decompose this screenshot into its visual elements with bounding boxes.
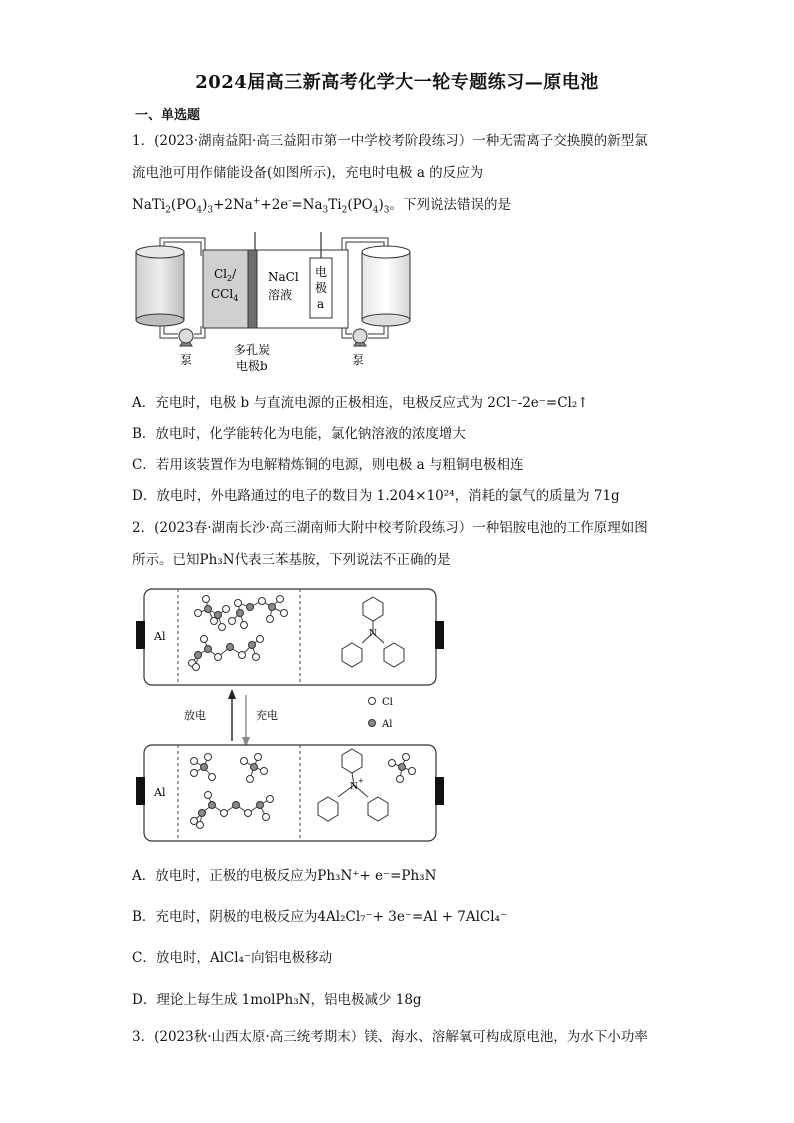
q2-option-b: B．充电时，阴极的电极反应为4Al₂Cl₇⁻+ 3e⁻=Al + 7AlCl₄⁻ xyxy=(132,909,508,925)
q1-stem-line-1: 1．(2023·湖南益阳·高三益阳市第一中学校考阶段练习）一种无需离子交换膜的新型氯 xyxy=(132,133,648,149)
flow-battery-diagram xyxy=(130,226,420,376)
q1-option-b: B．放电时，化学能转化为电能，氯化钠溶液的浓度增大 xyxy=(132,426,466,442)
q2-stem-line-1: 2．(2023春·湖南长沙·高三湖南师大附中校考阶段练习）一种铝胺电池的工作原理如图 xyxy=(132,520,648,536)
label-al-top: Al xyxy=(154,630,166,643)
q1-stem-line-2: 流电池可用作储能设备(如图所示)，充电时电极 a 的反应为 xyxy=(132,165,484,181)
legend-cl-label: Cl xyxy=(382,697,393,708)
label-charge: 充电 xyxy=(256,709,278,722)
q1-equation: $NaTi_2(PO_4)_3+2Na^++2e^-=Na_3Ti_2(PO_4)_3$。下列说法错误的是 xyxy=(132,196,511,216)
legend-al-marker xyxy=(369,720,376,727)
label-porous-carbon: 多孔炭 xyxy=(234,343,271,357)
porous-carbon-electrode-b xyxy=(248,250,257,328)
nitrogen-charge-bottom: + xyxy=(358,777,364,785)
nitrogen-label-top: N xyxy=(369,629,377,639)
q1-option-a: A．充电时，电极 b 与直流电源的正极相连，电极反应式为 2Cl⁻-2e⁻=Cl₂↑ xyxy=(132,395,589,411)
legend-cl-marker xyxy=(369,698,376,705)
section-heading: 一、单选题 xyxy=(135,108,201,123)
label-nacl: NaCl xyxy=(268,270,299,284)
nitrogen-label-bottom: N xyxy=(350,782,358,792)
label-ccl4: CCl$_4$ xyxy=(211,287,239,303)
q1-option-d: D．放电时，外电路通过的电子的数目为 1.204×10²⁴，消耗的氯气的质量为 71g xyxy=(132,488,620,504)
q2-stem-line-2: 所示。已知Ph₃N代表三苯基胺，下列说法不正确的是 xyxy=(132,552,451,568)
legend-al-label: Al xyxy=(382,719,393,730)
label-electrode-b: 电极b xyxy=(236,359,268,373)
cell-discharged-top xyxy=(144,589,436,685)
label-electrode-2: 极 xyxy=(315,281,328,295)
label-al-bottom: Al xyxy=(154,786,166,799)
left-pump xyxy=(179,329,193,346)
label-pump-left: 泵 xyxy=(180,353,193,367)
right-pump xyxy=(353,329,367,346)
label-pump-right: 泵 xyxy=(352,353,365,367)
label-electrode-3: a xyxy=(317,297,325,311)
aluminum-amine-battery-diagram xyxy=(130,583,450,845)
page-title: 2024届高三新高考化学大一轮专题练习—原电池 xyxy=(195,72,599,93)
q3-stem-line-1: 3．(2023秋·山西太原·高三统考期末）镁、海水、溶解氧可构成原电池，为水下小功率 xyxy=(132,1029,648,1045)
q1-option-c: C．若用该装置作为电解精炼铜的电源，则电极 a 与粗铜电极相连 xyxy=(132,457,524,473)
q2-option-a: A．放电时，正极的电极反应为Ph₃N⁺+ e⁻=Ph₃N xyxy=(132,868,437,884)
label-electrode-1: 电 xyxy=(315,265,328,279)
q2-option-c: C．放电时，AlCl₄⁻向铝电极移动 xyxy=(132,950,333,966)
q2-option-d: D．理论上每生成 1molPh₃N，铝电极减少 18g xyxy=(132,992,422,1008)
left-storage-tank xyxy=(136,246,184,326)
label-cl2: $Cl_2/$ xyxy=(214,267,237,283)
label-solution: 溶液 xyxy=(268,288,293,302)
right-storage-tank xyxy=(362,246,410,326)
label-discharge: 放电 xyxy=(184,709,206,722)
